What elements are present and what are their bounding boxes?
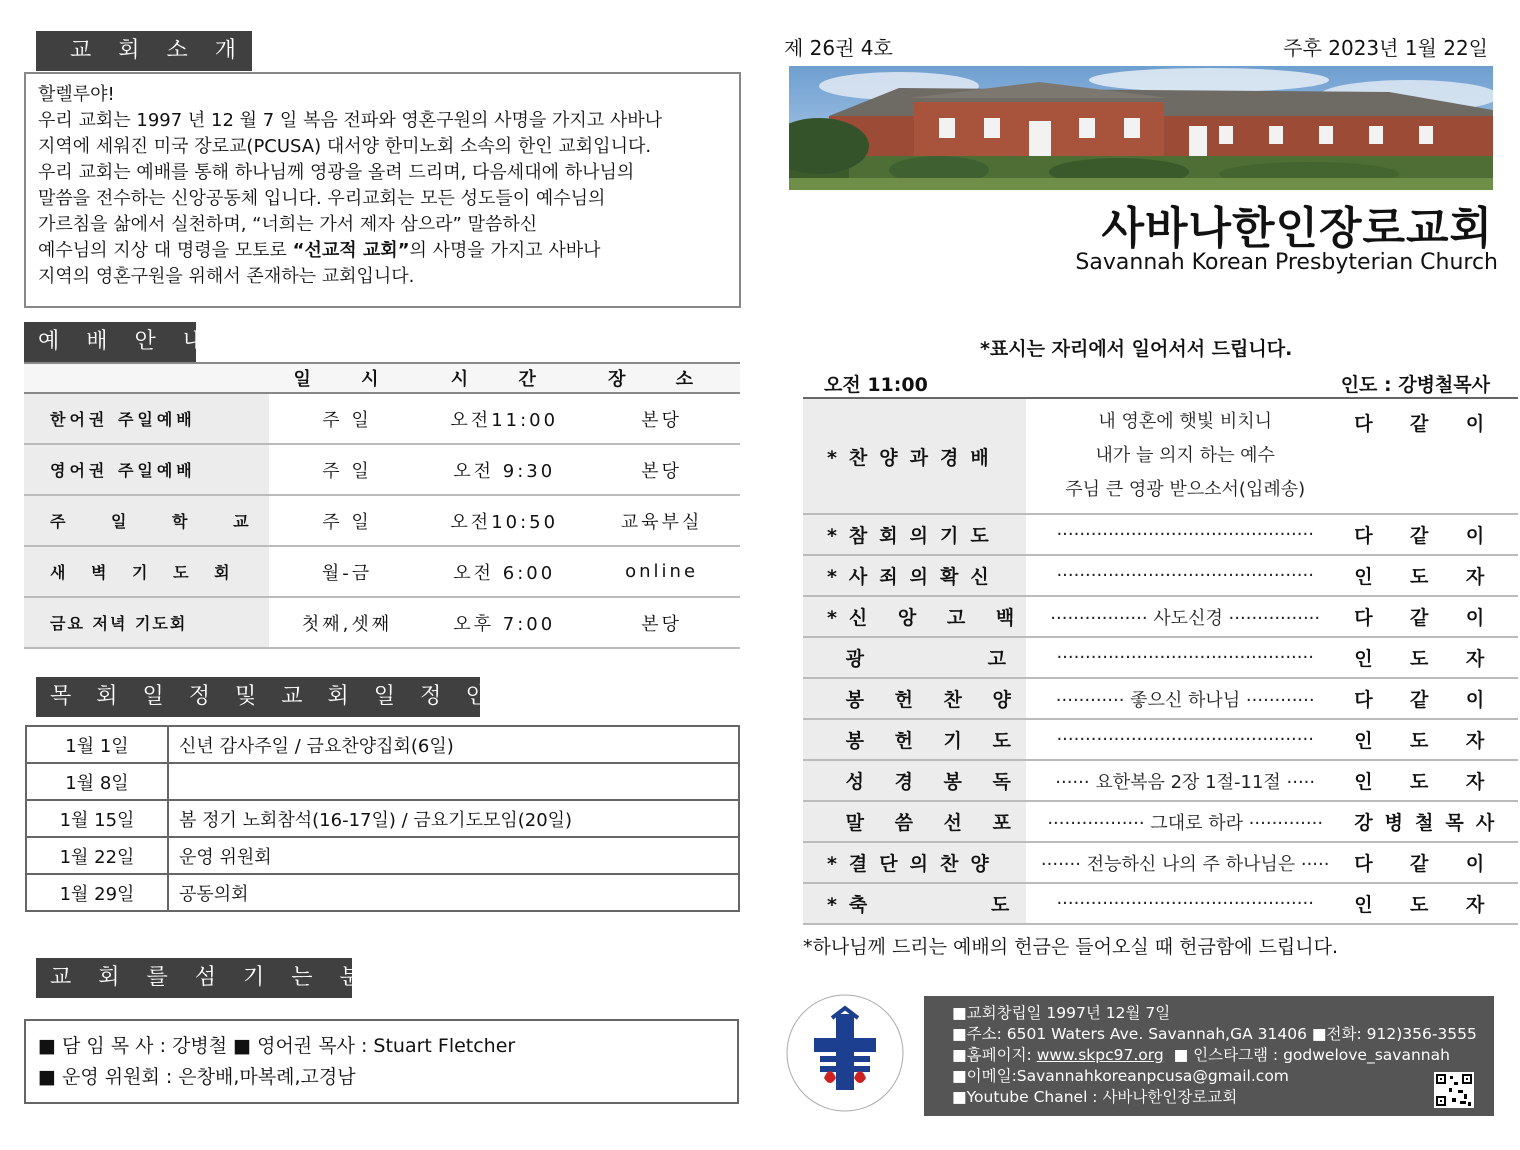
who-char: 같 bbox=[1410, 525, 1429, 547]
schedule-date: 1월 1일 bbox=[26, 726, 168, 763]
order-detail: ············································· bbox=[1026, 555, 1344, 596]
who-char: 인 bbox=[1354, 894, 1373, 916]
order-detail: ············································· bbox=[1026, 514, 1344, 555]
who-char: 자 bbox=[1465, 648, 1485, 670]
order-item: 성 경 봉 독 bbox=[803, 760, 1026, 801]
who-char: 인 bbox=[1354, 730, 1373, 752]
qr-code-icon[interactable] bbox=[1434, 1072, 1474, 1108]
order-who bbox=[1344, 719, 1518, 760]
who-char: 도 bbox=[1410, 771, 1429, 793]
order-item: *찬양과경배 bbox=[803, 398, 1026, 514]
service-place: online bbox=[583, 546, 740, 597]
order-item: 봉 헌 찬 양 bbox=[803, 678, 1026, 719]
schedule-event: 운영 위원회 bbox=[168, 837, 739, 874]
who-char: 강 bbox=[1354, 812, 1373, 834]
youtube-channel: ■Youtube Chanel : 사바나한인장로교회 bbox=[952, 1088, 1238, 1106]
church-name-english: Savannah Korean Presbyterian Church bbox=[1075, 250, 1498, 275]
order-item: *결단의찬양 bbox=[803, 842, 1026, 883]
who-char: 병 bbox=[1384, 812, 1403, 834]
service-time: 오전 11:00 bbox=[824, 374, 928, 396]
order-item: *사죄의확신 bbox=[803, 555, 1026, 596]
who-char: 다 bbox=[1354, 853, 1373, 875]
worship-guide-table bbox=[24, 362, 740, 649]
order-item: 광 고 bbox=[803, 637, 1026, 678]
church-building-image bbox=[789, 66, 1493, 190]
intro-line: 가르침을 삶에서 실천하며, “너희는 가서 제자 삼으라” 말씀하신 bbox=[38, 214, 538, 235]
intro-line bbox=[38, 238, 727, 264]
order-row bbox=[803, 801, 1518, 842]
email: ■이메일:Savannahkoreanpcusa@gmail.com bbox=[952, 1067, 1289, 1085]
order-row bbox=[803, 842, 1518, 883]
schedule-date: 1월 22일 bbox=[26, 837, 168, 874]
col-header: 시 간 bbox=[425, 363, 583, 393]
offering-note: *하나님께 드리는 예배의 헌금은 들어오실 때 헌금함에 드립니다. bbox=[803, 936, 1339, 958]
order-who bbox=[1344, 596, 1518, 637]
order-of-worship bbox=[803, 397, 1518, 925]
service-day: 주 일 bbox=[269, 495, 426, 546]
order-row bbox=[803, 678, 1518, 719]
who-char: 철 bbox=[1415, 812, 1434, 834]
service-leader: 인도 : 강병철목사 bbox=[1340, 374, 1490, 396]
intro-line: 지역에 세워진 미국 장로교(PCUSA) 대서양 한미노회 소속의 한인 교회입니다. bbox=[38, 136, 652, 157]
service-time: 오전 6:00 bbox=[425, 546, 583, 597]
schedule-event: 신년 감사주일 / 금요찬양집회(6일) bbox=[168, 726, 739, 763]
order-detail: ················· 그대로 하라 ············· bbox=[1026, 801, 1344, 842]
hymn: 내 영혼에 햇빛 비치니 bbox=[1098, 411, 1273, 432]
col-header bbox=[24, 363, 269, 393]
who-char: 자 bbox=[1465, 771, 1485, 793]
service-name: 금요 저녁 기도회 bbox=[24, 597, 269, 648]
order-row bbox=[803, 514, 1518, 555]
order-who bbox=[1344, 760, 1518, 801]
who-char: 다 bbox=[1354, 689, 1373, 711]
who-char: 도 bbox=[1410, 894, 1429, 916]
order-detail: ············ 좋으신 하나님 ············ bbox=[1026, 678, 1344, 719]
service-day: 첫째,셋째 bbox=[269, 597, 426, 648]
order-detail: ················· 사도신경 ················ bbox=[1026, 596, 1344, 637]
service-place: 교육부실 bbox=[583, 495, 740, 546]
who-char: 도 bbox=[1410, 730, 1429, 752]
service-day: 주 일 bbox=[269, 393, 426, 444]
order-row bbox=[803, 398, 1518, 514]
intro-text: 의 사명을 가지고 사바나 bbox=[409, 240, 601, 261]
address: ■주소: 6501 Waters Ave. Savannah,GA 31406 ■전화: 912)356-3555 bbox=[952, 1025, 1477, 1043]
who-char: 같 bbox=[1410, 853, 1429, 875]
service-place: 본당 bbox=[583, 444, 740, 495]
who-char: 자 bbox=[1465, 566, 1485, 588]
who-char: 사 bbox=[1475, 812, 1495, 834]
who-char: 다 bbox=[1354, 525, 1373, 547]
order-detail: ············································· bbox=[1026, 719, 1344, 760]
who-char: 자 bbox=[1465, 894, 1485, 916]
service-time: 오전 9:30 bbox=[425, 444, 583, 495]
service-place: 본당 bbox=[583, 393, 740, 444]
worship-guide-heading: 예 배 안 내 bbox=[24, 322, 196, 362]
service-name: 한어권 주일예배 bbox=[24, 393, 269, 444]
who-char: 도 bbox=[1410, 566, 1429, 588]
order-who bbox=[1344, 678, 1518, 719]
servants-line: ■ 운영 위원회 : 은창배,마복례,고경남 bbox=[38, 1066, 356, 1088]
who-char: 인 bbox=[1354, 648, 1373, 670]
intro-line: 우리 교회는 예배를 통해 하나님께 영광을 올려 드리며, 다음세대에 하나님의 bbox=[38, 162, 635, 183]
schedule-heading: 목 회 일 정 및 교 회 일 정 안 내 bbox=[36, 677, 480, 717]
order-row bbox=[803, 596, 1518, 637]
service-day: 월-금 bbox=[269, 546, 426, 597]
stand-note: *표시는 자리에서 일어서서 드립니다. bbox=[980, 338, 1293, 360]
who-char: 자 bbox=[1465, 730, 1485, 752]
servants-box bbox=[24, 1019, 739, 1104]
intro-line: 할렐루야! bbox=[38, 84, 115, 105]
order-row bbox=[803, 555, 1518, 596]
service-time: 오전10:50 bbox=[425, 495, 583, 546]
order-who bbox=[1344, 842, 1518, 883]
order-row bbox=[803, 760, 1518, 801]
order-item: 봉 헌 기 도 bbox=[803, 719, 1026, 760]
col-header: 장 소 bbox=[583, 363, 740, 393]
servants-line: ■ 담 임 목 사 : 강병철 ■ 영어권 목사 : Stuart Fletcher bbox=[38, 1035, 516, 1057]
schedule-date: 1월 8일 bbox=[26, 763, 168, 800]
who-char: 다 bbox=[1354, 607, 1373, 629]
order-item: *신 앙 고 백 bbox=[803, 596, 1026, 637]
order-who bbox=[1344, 801, 1518, 842]
who-char: 인 bbox=[1354, 566, 1373, 588]
order-who bbox=[1344, 514, 1518, 555]
who-char: 도 bbox=[1410, 648, 1429, 670]
schedule-event: 공동의회 bbox=[168, 874, 739, 911]
schedule-table bbox=[25, 725, 740, 912]
intro-line: 말씀을 전수하는 신앙공동체 입니다. 우리교회는 모든 성도들이 예수님의 bbox=[38, 188, 606, 209]
schedule-date: 1월 29일 bbox=[26, 874, 168, 911]
order-who bbox=[1344, 637, 1518, 678]
founded-date: ■교회창립일 1997년 12월 7일 bbox=[952, 1004, 1171, 1022]
intro-emphasis: “선교적 교회” bbox=[292, 240, 410, 261]
service-day: 주 일 bbox=[269, 444, 426, 495]
who-char: 이 bbox=[1465, 689, 1485, 711]
who-char: 이 bbox=[1465, 525, 1485, 547]
church-photo bbox=[789, 66, 1493, 190]
church-logo bbox=[780, 990, 910, 1116]
schedule-event: 봄 정기 노회참석(16-17일) / 금요기도모임(20일) bbox=[168, 800, 739, 837]
who-char: 같 bbox=[1410, 607, 1429, 629]
order-detail: ······ 요한복음 2장 1절-11절 ····· bbox=[1026, 760, 1344, 801]
service-time: 오후 7:00 bbox=[425, 597, 583, 648]
table-row bbox=[24, 393, 740, 444]
table-row bbox=[26, 874, 739, 911]
who-char: 같 bbox=[1410, 689, 1429, 711]
col-header: 일 시 bbox=[269, 363, 426, 393]
servants-heading: 교 회 를 섬 기 는 분 들 bbox=[36, 958, 352, 998]
who-char: 이 bbox=[1465, 607, 1485, 629]
schedule-date: 1월 15일 bbox=[26, 800, 168, 837]
volume-number: 제 26권 4호 bbox=[784, 36, 893, 60]
intro-text: 예수님의 지상 대 명령을 모토로 bbox=[38, 240, 293, 261]
intro-box bbox=[24, 72, 741, 308]
hymn: 주님 큰 영광 받으소서(입례송) bbox=[1065, 479, 1306, 500]
order-detail: ······· 전능하신 나의 주 하나님은 ····· bbox=[1026, 842, 1344, 883]
hymn-list bbox=[1026, 398, 1344, 514]
bulletin-date: 주후 2023년 1월 22일 bbox=[1283, 36, 1488, 60]
table-row bbox=[26, 763, 739, 800]
order-who bbox=[1344, 555, 1518, 596]
church-info-box bbox=[924, 996, 1494, 1116]
homepage-link[interactable]: www.skpc97.org bbox=[1036, 1046, 1164, 1064]
who-char: 같 bbox=[1410, 413, 1429, 435]
pcusa-seal-icon bbox=[780, 990, 910, 1116]
order-detail: ············································· bbox=[1026, 883, 1344, 924]
table-row bbox=[26, 800, 739, 837]
order-item: *참회의기도 bbox=[803, 514, 1026, 555]
order-row bbox=[803, 883, 1518, 924]
table-row bbox=[24, 546, 740, 597]
who-char: 이 bbox=[1465, 413, 1485, 435]
schedule-event bbox=[168, 763, 739, 800]
service-time: 오전11:00 bbox=[425, 393, 583, 444]
homepage-line bbox=[952, 1045, 1484, 1066]
order-row bbox=[803, 637, 1518, 678]
service-name: 영어권 주일예배 bbox=[24, 444, 269, 495]
hymn: 내가 늘 의지 하는 예수 bbox=[1095, 445, 1275, 466]
table-row bbox=[26, 726, 739, 763]
order-item: 말 씀 선 포 bbox=[803, 801, 1026, 842]
service-name: 주 일 학 교 bbox=[24, 495, 269, 546]
order-who bbox=[1344, 398, 1518, 514]
who-char: 인 bbox=[1354, 771, 1373, 793]
service-place: 본당 bbox=[583, 597, 740, 648]
church-name: 사바나한인장로교회 bbox=[1101, 203, 1493, 254]
order-detail: ············································· bbox=[1026, 637, 1344, 678]
order-item: *축 도 bbox=[803, 883, 1026, 924]
service-name: 새 벽 기 도 회 bbox=[24, 546, 269, 597]
table-row bbox=[24, 597, 740, 648]
homepage-label: ■홈페이지: bbox=[952, 1046, 1037, 1064]
table-row bbox=[24, 495, 740, 546]
table-row bbox=[24, 444, 740, 495]
order-row bbox=[803, 719, 1518, 760]
who-char: 이 bbox=[1465, 853, 1485, 875]
intro-line: 우리 교회는 1997 년 12 월 7 일 복음 전파와 영혼구원의 사명을 가지고 사바나 bbox=[38, 110, 663, 131]
intro-heading: 교 회 소 개 bbox=[36, 31, 252, 71]
who-char: 다 bbox=[1354, 413, 1373, 435]
instagram: ■ 인스타그램 : godwelove_savannah bbox=[1163, 1046, 1450, 1064]
intro-line: 지역의 영혼구원을 위해서 존재하는 교회입니다. bbox=[38, 266, 415, 287]
order-who bbox=[1344, 883, 1518, 924]
table-row bbox=[26, 837, 739, 874]
who-char: 목 bbox=[1445, 812, 1464, 834]
